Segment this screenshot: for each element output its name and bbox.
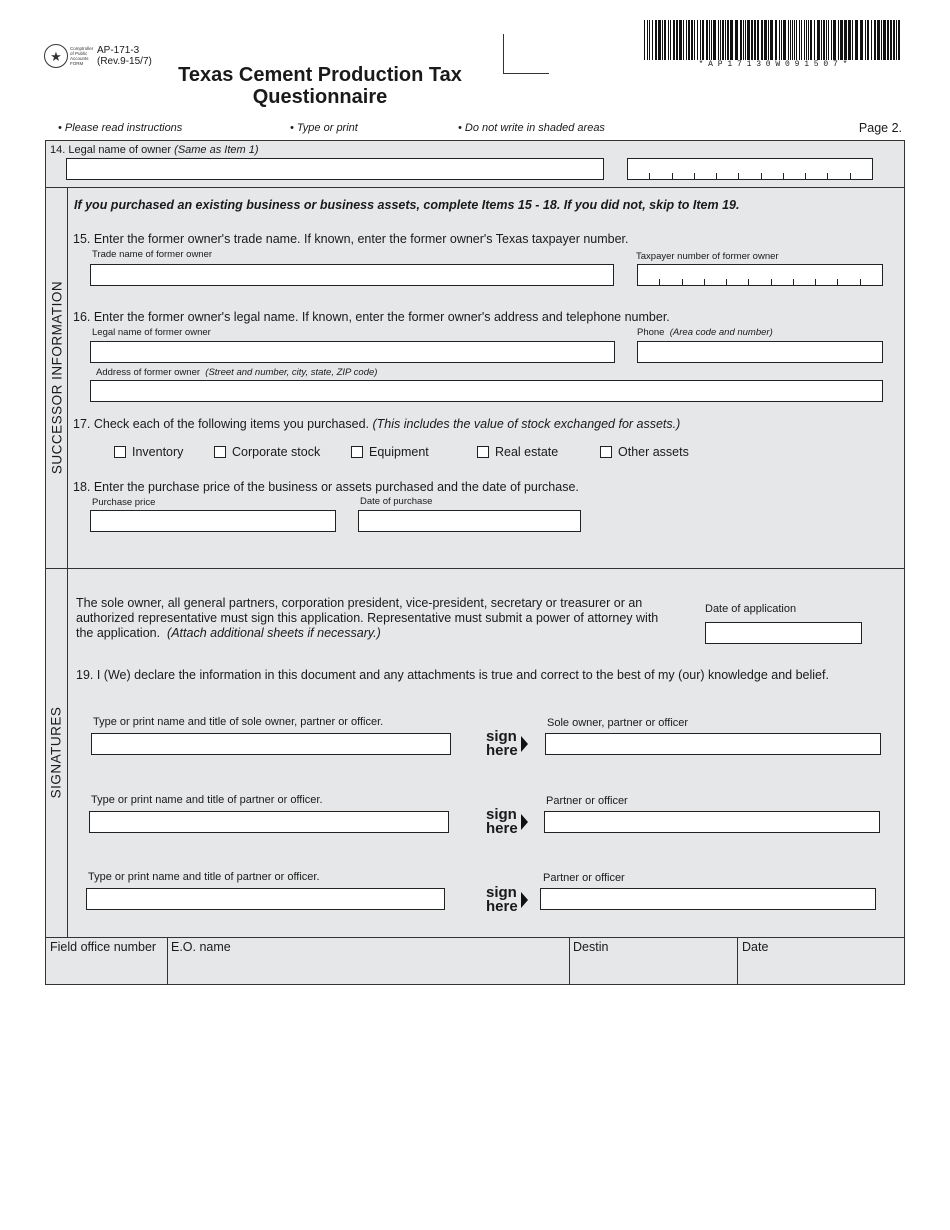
date-of-application-label: Date of application [705,603,797,615]
checkbox-box[interactable] [477,446,489,458]
barcode-bar [676,20,678,60]
barcode [644,20,902,60]
barcode-bar [747,20,750,60]
barcode-bar [722,20,724,60]
address-label-text: Address of former owner [96,367,201,378]
here-word: here [486,742,518,759]
barcode-bar [720,20,721,60]
footer-divider-3 [737,937,738,985]
arrow-right-icon [521,814,528,830]
barcode-bar [838,20,839,60]
checkbox-box[interactable] [114,446,126,458]
barcode-bar [792,20,793,60]
barcode-bar [644,20,645,60]
phone-label-text: Phone [637,327,665,338]
barcode-bar [794,20,795,60]
purchase-date-label: Date of purchase [360,496,433,507]
barcode-bar [804,20,805,60]
sig1-label: Sole owner, partner or officer [547,717,689,729]
instruction-shaded: • Do not write in shaded areas [458,122,605,134]
barcode-bar [775,20,777,60]
barcode-bar [783,20,786,60]
divider-item14 [45,187,905,188]
barcode-bar [770,20,773,60]
arrow-right-icon [521,736,528,752]
barcode-bar [754,20,756,60]
phone-label [637,327,773,338]
name2-input[interactable] [89,811,449,833]
barcode-bar [730,20,733,60]
barcode-bar [700,20,701,60]
barcode-bar [740,20,742,60]
barcode-bar [893,20,895,60]
barcode-bar [706,20,708,60]
field-office-number-label: Field office number [50,940,157,954]
owner-taxpayer-number-input[interactable] [627,158,873,180]
form-revision: (Rev.9-15/7) [97,56,152,67]
barcode-bar [764,20,767,60]
checkbox-label: Equipment [369,445,429,459]
barcode-bar [751,20,753,60]
item15-label: 15. Enter the former owner's trade name. If known, enter the former owner's Texas taxpayer number. [73,232,629,246]
barcode-bar [735,20,738,60]
signature2-input[interactable] [544,811,880,833]
barcode-bar [757,20,759,60]
footer-divider-1 [167,937,168,985]
purchase-date-input[interactable] [358,510,581,532]
barcode-bar [898,20,900,60]
item14-label-text: 14. Legal name of owner [50,144,172,156]
barcode-bar [686,20,687,60]
barcode-bar [662,20,663,60]
name3-input[interactable] [86,888,445,910]
sign-word: sign [486,884,517,901]
barcode-bar [788,20,789,60]
footer-divider-2 [569,937,570,985]
former-trade-name-input[interactable] [90,264,614,286]
checkbox-box[interactable] [351,446,363,458]
barcode-bar [848,20,851,60]
barcode-bar [702,20,704,60]
title-line-2: Questionnaire [252,86,388,108]
barcode-bar [664,20,666,60]
form-number: AP-171-3 [97,45,140,56]
former-taxpayer-number-input[interactable] [637,264,883,286]
checkbox-label: Real estate [495,445,559,459]
barcode-bar [647,20,648,60]
former-phone-input[interactable] [637,341,883,363]
barcode-bar [871,20,872,60]
barcode-bar [711,20,712,60]
barcode-text: * A P 1 7 1 3 0 W 0 9 1 5 0 7 * [698,60,848,69]
barcode-bar [817,20,820,60]
barcode-bar [713,20,716,60]
side-divider [67,187,68,937]
barcode-bar [745,20,746,60]
checkbox-other-assets[interactable] [600,445,689,459]
barcode-bar [725,20,726,60]
barcode-bar [790,20,791,60]
date-label: Date [742,940,769,954]
barcode-bar [877,20,880,60]
date-of-application-input[interactable] [705,622,862,644]
successor-intro: If you purchased an existing business or business assets, complete Items 15 - 18. If you did not, skip to Item 19. [74,198,740,212]
barcode-bar [874,20,876,60]
barcode-bar [852,20,853,60]
sign-here-text [486,808,518,836]
barcode-bar [831,20,832,60]
barcode-bar [697,20,698,60]
item18-label: 18. Enter the purchase price of the business or assets purchased and the date of purchase. [73,480,579,494]
item17-label [73,417,680,432]
corner-mark [503,34,549,74]
barcode-bar [761,20,763,60]
purchase-price-label: Purchase price [92,497,156,508]
title-line-1: Texas Cement Production Tax [178,64,462,86]
barcode-bar [865,20,866,60]
sig2-label: Partner or officer [546,795,628,807]
barcode-bar [801,20,802,60]
item16-label: 16. Enter the former owner's legal name. If known, enter the former owner's address and telephone number. [73,310,670,324]
barcode-bar [727,20,729,60]
signature-notice [76,596,676,641]
sign-word: sign [486,728,517,745]
checkbox-corporate-stock[interactable] [214,445,320,459]
signature-notice-hint: (Attach additional sheets if necessary.) [167,626,381,640]
barcode-bar [844,20,847,60]
barcode-bar [890,20,892,60]
checkbox-equipment[interactable] [351,445,429,459]
barcode-bar [855,20,858,60]
checkbox-real-estate[interactable] [477,445,558,459]
item14-label [50,143,259,158]
barcode-bar [821,20,822,60]
barcode-bar [688,20,690,60]
barcode-bar [743,20,744,60]
barcode-bar [649,20,650,60]
page-number: Page 2. [858,121,902,135]
barcode-bar [691,20,693,60]
purchase-price-input[interactable] [90,510,336,532]
barcode-bar [881,20,882,60]
barcode-bar [828,20,829,60]
barcode-bar [652,20,653,60]
successor-section-label: SUCCESSOR INFORMATION [49,280,65,475]
barcode-bar [808,20,809,60]
barcode-bar [658,20,661,60]
checkbox-label: Other assets [618,445,689,459]
divider-successor [45,568,905,569]
item14-label-hint: (Same as Item 1) [174,144,259,156]
barcode-bar [883,20,886,60]
sign-here-1 [486,730,528,758]
barcode-bar [679,20,682,60]
barcode-bar [887,20,889,60]
sign-word: sign [486,806,517,823]
here-word: here [486,820,518,837]
divider-signatures [45,937,905,938]
signature-notice-text: The sole owner, all general partners, corporation president, vice-president, secretary or treasurer or an authorized representative must sign this application. Representative must submit a power of attorney with the application. [76,596,659,640]
agency-name: Comptroller of Public Accounts FORM [70,46,94,66]
name3-label: Type or print name and title of partner or officer. [88,871,320,883]
taxpayer-number-label: Taxpayer number of former owner [636,251,779,262]
barcode-bar [814,20,815,60]
page-title [150,64,490,108]
signature1-input[interactable] [545,733,881,755]
seal-star: ★ [50,48,62,64]
checkbox-label: Inventory [132,445,184,459]
arrow-right-icon [521,892,528,908]
trade-name-label: Trade name of former owner [92,249,213,260]
instruction-type: • Type or print [290,122,358,134]
sign-here-2 [486,808,528,836]
barcode-bar [694,20,695,60]
item17-hint: (This includes the value of stock exchanged for assets.) [372,417,681,431]
checkbox-box[interactable] [214,446,226,458]
former-legal-name-input[interactable] [90,341,615,363]
name1-input[interactable] [91,733,451,755]
sign-here-3 [486,886,528,914]
checkbox-label: Corporate stock [232,445,321,459]
form-code [97,45,152,67]
owner-legal-name-input[interactable] [66,158,604,180]
barcode-bar [860,20,863,60]
former-address-label [96,367,377,378]
phone-label-hint: (Area code and number) [669,327,773,338]
barcode-bar [823,20,825,60]
barcode-bar [673,20,675,60]
eo-name-label: E.O. name [171,940,231,954]
barcode-bar [779,20,780,60]
barcode-bar [799,20,800,60]
item19-label: 19. I (We) declare the information in this document and any attachments is true and correct to the best of my (our) knowledge and belief. [76,668,829,682]
former-legal-name-label: Legal name of former owner [92,327,211,338]
barcode-bar [670,20,671,60]
barcode-bar [781,20,782,60]
barcode-bar [826,20,827,60]
instruction-read: • Please read instructions [58,122,183,134]
barcode-bar [796,20,797,60]
checkbox-box[interactable] [600,446,612,458]
barcode-bar [683,20,684,60]
name1-label: Type or print name and title of sole owner, partner or officer. [93,716,384,728]
barcode-bar [806,20,807,60]
barcode-bar [840,20,843,60]
here-word: here [486,898,518,915]
barcode-bar [655,20,657,60]
barcode-bar [810,20,812,60]
barcode-bar [896,20,897,60]
barcode-bar [718,20,719,60]
destin-label: Destin [573,940,609,954]
sign-here-text [486,730,518,758]
item17-text: 17. Check each of the following items you purchased. [73,417,370,431]
checkbox-inventory[interactable] [114,445,183,459]
address-label-hint: (Street and number, city, state, ZIP code) [205,367,378,378]
signatures-section-label: SIGNATURES [48,706,64,799]
barcode-bar [709,20,710,60]
state-seal-icon [44,44,68,68]
barcode-bar [668,20,669,60]
barcode-bar [833,20,836,60]
name2-label: Type or print name and title of partner or officer. [91,794,323,806]
sig3-label: Partner or officer [543,872,625,884]
former-address-input[interactable] [90,380,883,402]
barcode-bar [867,20,869,60]
signature3-input[interactable] [540,888,876,910]
barcode-bar [768,20,769,60]
sign-here-text [486,886,518,914]
